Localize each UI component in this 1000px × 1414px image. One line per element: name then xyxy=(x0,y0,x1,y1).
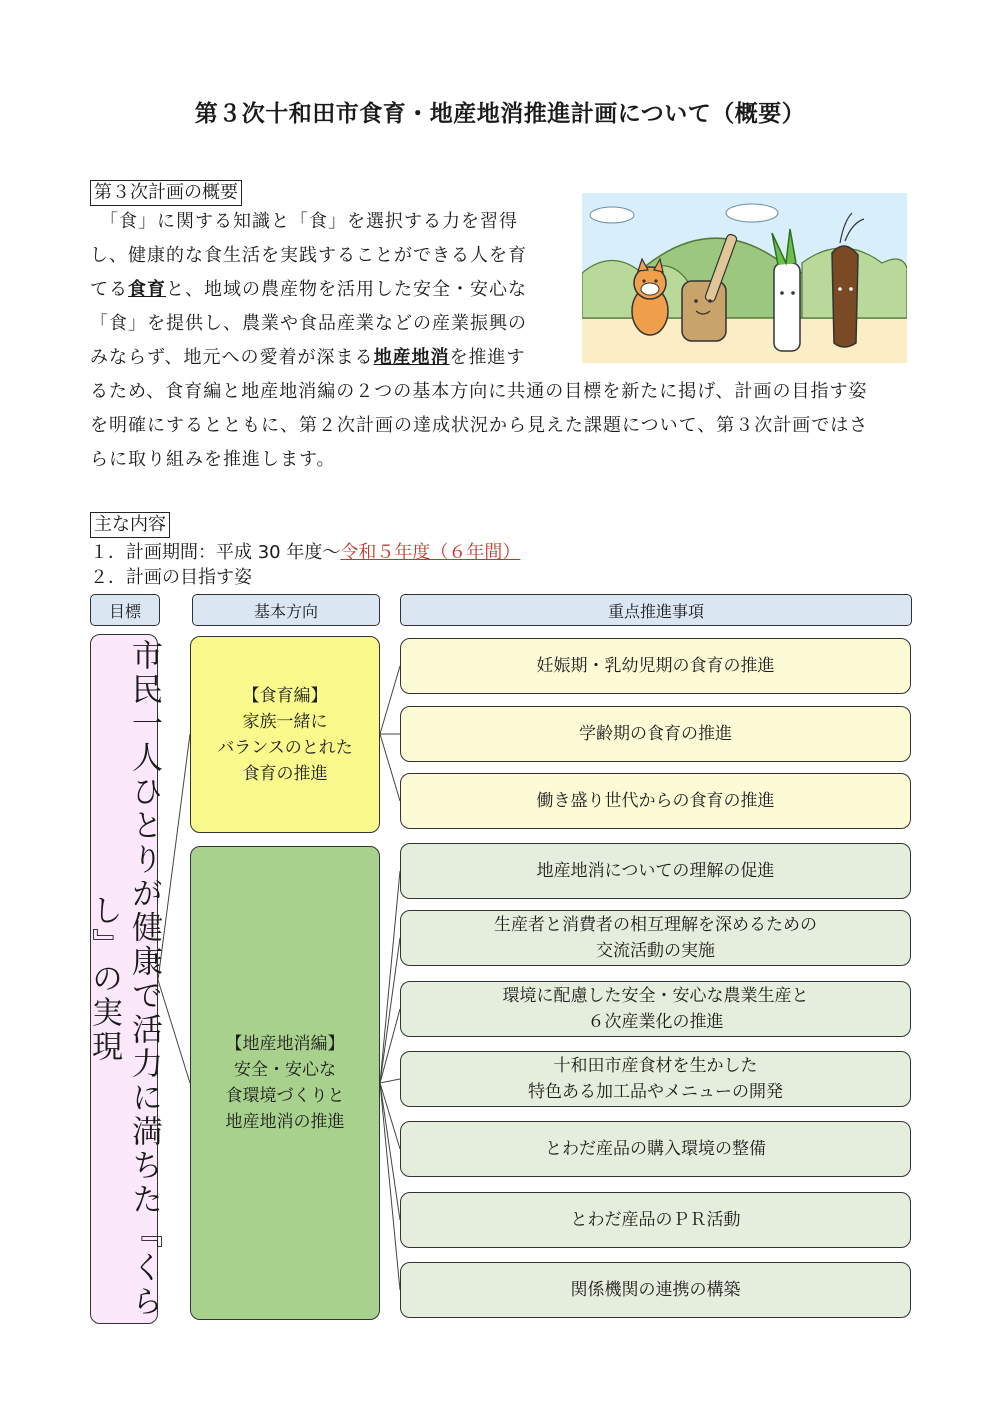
connector-line xyxy=(380,666,400,734)
direction-text-line: バランスのとれた xyxy=(217,737,353,758)
direction-text-line: 安全・安心な xyxy=(234,1060,336,1080)
priority-text-line: 特色ある加工品やメニューの開発 xyxy=(528,1082,783,1102)
direction-text-line: 【食育編】 xyxy=(242,685,328,706)
goal-header: 目標 xyxy=(90,594,160,626)
connector-line xyxy=(380,938,400,1083)
priority-item xyxy=(400,1192,911,1248)
priority-item xyxy=(400,843,911,899)
direction-text-line: 食育の推進 xyxy=(242,763,328,784)
direction-shokuiku-box xyxy=(190,636,380,833)
direction-text-line: 家族一緒に xyxy=(242,711,328,732)
overview-text: てる xyxy=(90,279,128,300)
connector-line xyxy=(380,871,400,1083)
priority-text-line: とわだ産品の購入環境の整備 xyxy=(545,1139,766,1159)
priority-item xyxy=(400,910,911,966)
priority-item xyxy=(400,706,911,762)
overview-text: し、健康的な食生活を実践することができる人を育 xyxy=(90,245,527,266)
priority-item xyxy=(400,773,911,829)
overview-text: と、地域の農産物を活用した安全・安心な xyxy=(166,279,527,300)
priority-text-line: 地産地消についての理解の促進 xyxy=(536,861,775,881)
contents-heading: 主な内容 xyxy=(90,512,170,538)
priority-item xyxy=(400,981,911,1037)
priority-text-line: 生産者と消費者の相互理解を深めるための xyxy=(494,915,817,935)
priority-text-line: 環境に配慮した安全・安心な農業生産と xyxy=(502,986,809,1006)
direction-text-line: 【地産地消編】 xyxy=(225,1034,345,1054)
connector-line xyxy=(380,1083,400,1290)
plan-period-value: 令和５年度（６年間） xyxy=(340,542,521,563)
priority-item xyxy=(400,1262,911,1318)
overview-text: 「食」を提供し、農業や食品産業などの産業振興の xyxy=(90,313,527,334)
priority-text-line: 働き盛り世代からの食育の推進 xyxy=(536,791,775,811)
overview-text: を明確にするとともに、第２次計画の達成状況から見えた課題について、第３次計画ではさ xyxy=(90,415,869,436)
overview-keyword: 食育 xyxy=(128,279,166,300)
overview-heading: 第３次計画の概要 xyxy=(90,180,242,206)
plan-vision-label: ２．計画の目指す姿 xyxy=(90,567,252,588)
priority-text-line: とわだ産品のＰＲ活動 xyxy=(570,1210,741,1230)
priority-text-line: 学齢期の食育の推進 xyxy=(579,724,732,744)
priority-text-line: 交流活動の実施 xyxy=(596,941,715,961)
page-title: 第３次十和田市食育・地産地消推進計画について（概要） xyxy=(194,101,806,127)
goal-text: 市民一人ひとりが健康で活力に満ちた『くらし』の実現 xyxy=(86,639,162,1319)
overview-keyword: 地産地消 xyxy=(373,347,450,368)
direction-chisan-chisho-box xyxy=(190,846,380,1320)
overview-text: らに取り組みを推進します。 xyxy=(90,449,336,470)
direction-text-line: 食環境づくりと xyxy=(225,1086,345,1106)
priority-text-line: 関係機関の連携の構築 xyxy=(570,1280,741,1300)
overview-text: みならず、地元への愛着が深まる xyxy=(90,347,374,368)
connector-line xyxy=(380,734,400,801)
direction-header: 基本方向 xyxy=(192,594,380,626)
priority-header: 重点推進事項 xyxy=(400,594,912,626)
priority-item xyxy=(400,1051,911,1107)
overview-text: を推進す xyxy=(449,347,526,368)
priority-item xyxy=(400,638,911,694)
priority-text-line: 十和田市産食材を生かした xyxy=(553,1056,758,1076)
direction-text-line: 地産地消の推進 xyxy=(225,1112,345,1132)
overview-text: 「食」に関する知識と「食」を選択する力を習得 xyxy=(90,211,518,232)
connector-line xyxy=(380,1079,400,1083)
plan-period-label: １．計画期間：平成 30 年度～ xyxy=(90,542,341,563)
priority-text-line: 妊娠期・乳幼児期の食育の推進 xyxy=(536,656,775,676)
goal-box xyxy=(86,634,162,1324)
overview-text: るため、食育編と地産地消編の２つの基本方向に共通の目標を新たに掲げ、計画の目指す姿 xyxy=(90,381,868,402)
priority-item xyxy=(400,1121,911,1177)
connector-line xyxy=(380,1083,400,1220)
priority-text-line: ６次産業化の推進 xyxy=(587,1012,724,1032)
